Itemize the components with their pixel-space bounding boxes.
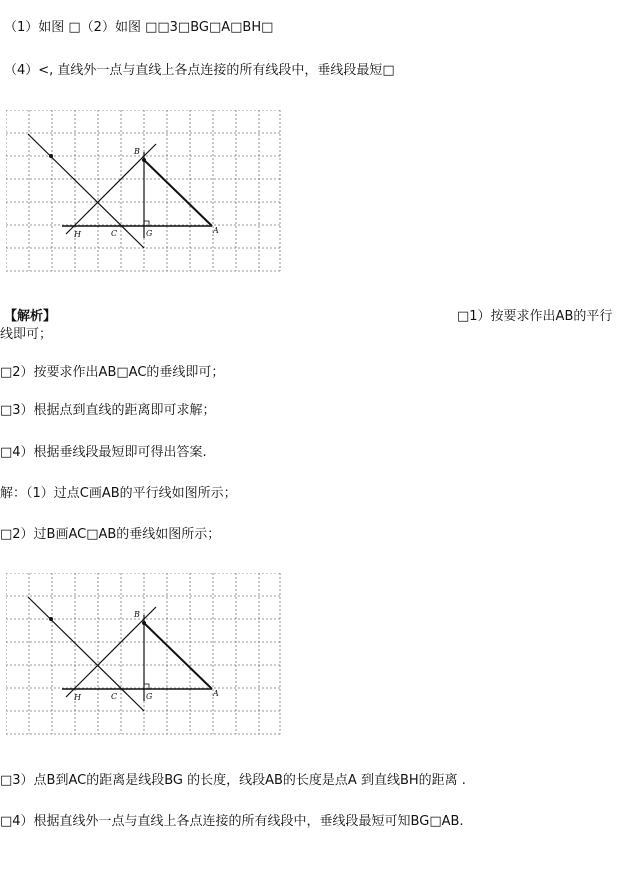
label-b: B bbox=[134, 610, 140, 619]
geometry-figure-1 bbox=[6, 110, 286, 275]
label-h: H bbox=[74, 693, 81, 702]
segment-ab bbox=[144, 160, 212, 226]
analysis-step-1: □1）按要求作出AB的平行 bbox=[457, 309, 613, 324]
label-c: C bbox=[111, 692, 118, 701]
point-marker bbox=[49, 617, 53, 621]
solution-step-1: 解：（1）过点C画AB的平行线如图所示； bbox=[0, 486, 237, 501]
solution-step-3: □3）点B到AC的距离是线段BG 的长度，线段AB的长度是点A 到直线BH的距离 . bbox=[0, 773, 466, 788]
line-bh bbox=[66, 144, 156, 234]
label-g: G bbox=[146, 692, 153, 701]
label-a: A bbox=[213, 226, 219, 235]
solution-step-4: □4）根据直线外一点与直线上各点连接的所有线段中，垂线段最短可知BG□AB. bbox=[0, 814, 464, 829]
answer-line-1: （1）如图 □（2）如图 □□3□BG□A□BH□ bbox=[4, 20, 274, 35]
analysis-heading: 【解析】 bbox=[4, 309, 57, 324]
analysis-step-2: □2）按要求作出AB□AC的垂线即可； bbox=[0, 365, 225, 380]
label-c: C bbox=[111, 229, 118, 238]
analysis-step-4: □4）根据垂线段最短即可得出答案. bbox=[0, 445, 207, 460]
parallel-line bbox=[28, 597, 144, 711]
geometry-figure-2 bbox=[6, 573, 286, 738]
parallel-line bbox=[28, 134, 144, 248]
label-b: B bbox=[134, 147, 140, 156]
solution-step-2: □2）过B画AC□AB的垂线如图所示； bbox=[0, 527, 221, 542]
analysis-step-3: □3）根据点到直线的距离即可求解； bbox=[0, 403, 216, 418]
line-bh bbox=[66, 607, 156, 697]
point-b bbox=[142, 621, 146, 625]
answer-line-4: （4）<, 直线外一点与直线上各点连接的所有线段中，垂线段最短□ bbox=[4, 63, 395, 78]
label-a: A bbox=[213, 689, 219, 698]
label-g: G bbox=[146, 229, 153, 238]
point-marker bbox=[49, 154, 53, 158]
segment-ab bbox=[144, 623, 212, 689]
label-h: H bbox=[74, 230, 81, 239]
point-b bbox=[142, 158, 146, 162]
analysis-step-1-cont: 线即可； bbox=[0, 327, 53, 342]
